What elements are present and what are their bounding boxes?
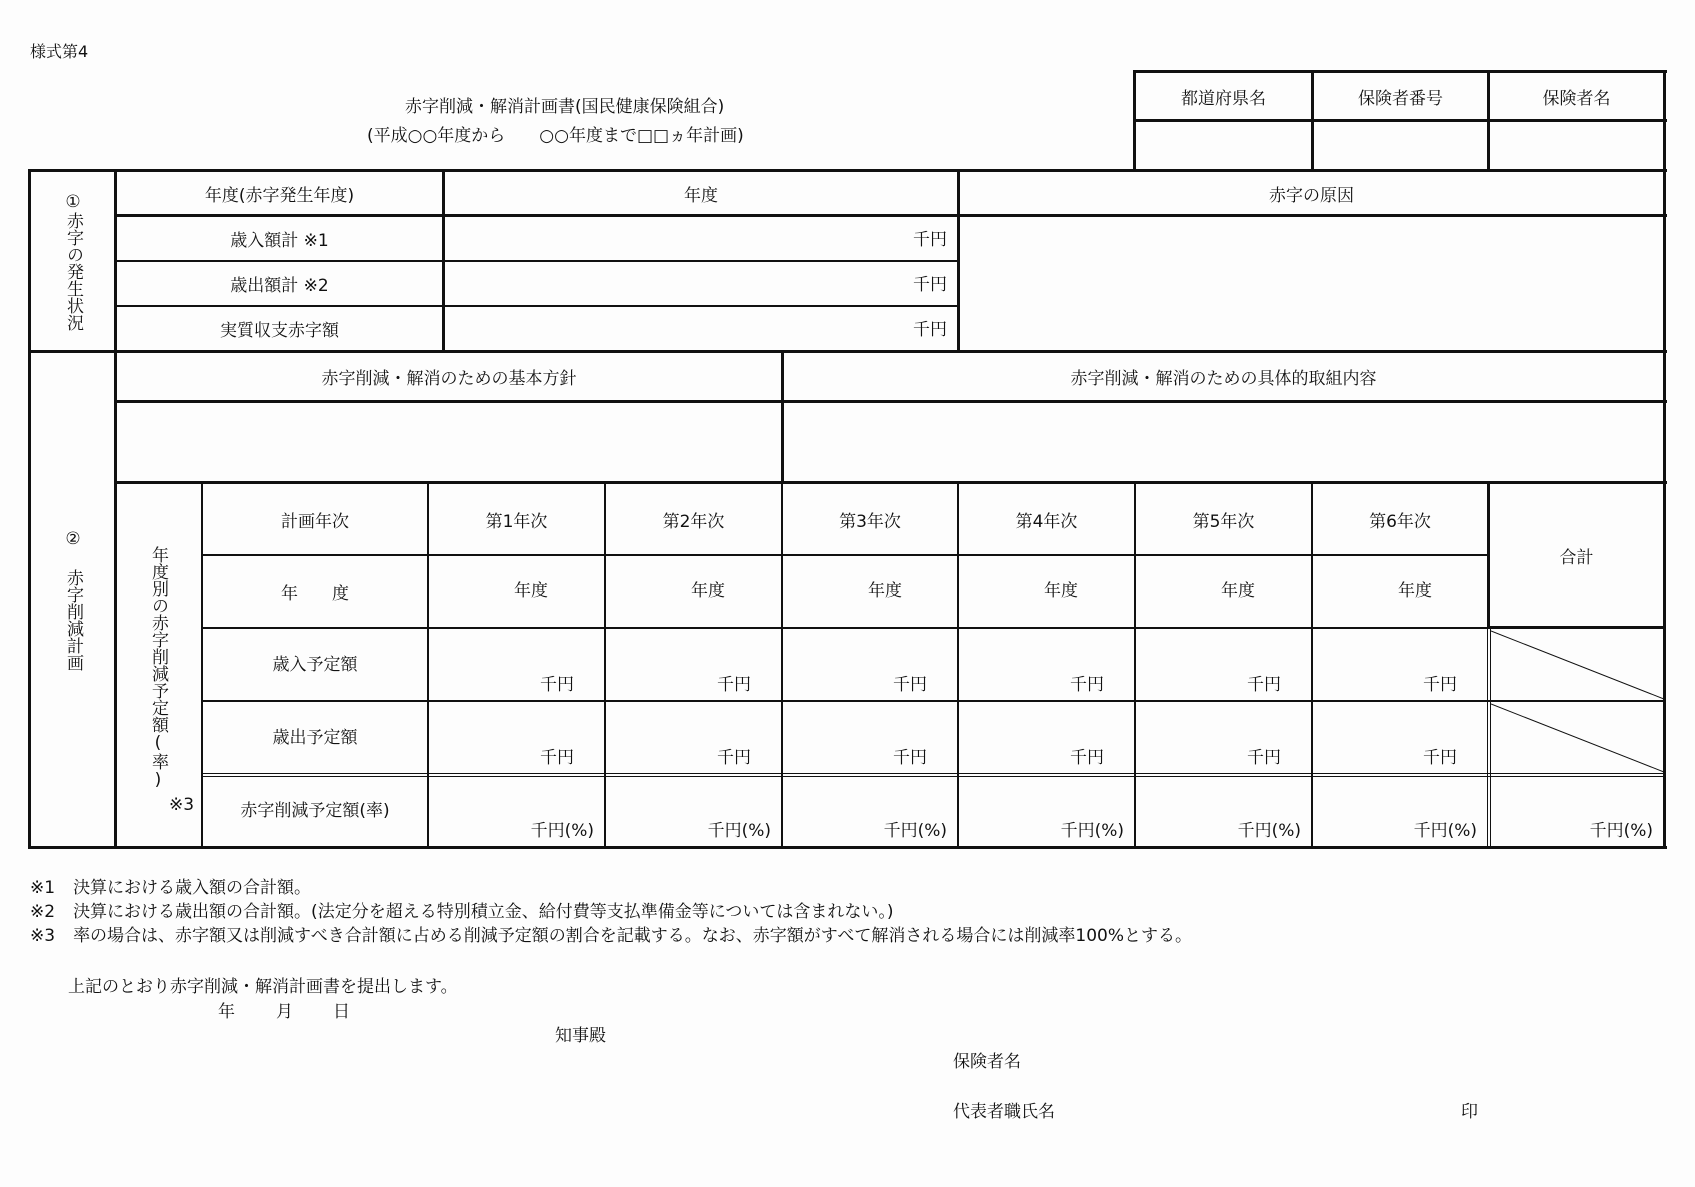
year-6-header: 第6年次 [1369, 511, 1431, 532]
year-2-header: 第2年次 [662, 511, 725, 532]
insurer-name-sign-label: 保険者名 [953, 1052, 1021, 1072]
total-header: 合計 [1559, 547, 1594, 568]
net-deficit-field[interactable] [445, 307, 957, 350]
deficit-year-field[interactable]: 年度 [684, 185, 718, 206]
year-5-header: 第5年次 [1192, 511, 1255, 532]
year-5-reduction-field[interactable] [1136, 777, 1311, 846]
year-5-revenue-field[interactable] [1136, 629, 1311, 700]
total-revenue-label: 歳入額計 ※1 [230, 231, 329, 251]
year-suffix: 年度 [1221, 581, 1255, 601]
year-3-expense-field[interactable] [783, 702, 957, 773]
year-3-reduction-field[interactable] [783, 777, 957, 846]
year-1-fiscal-year-field[interactable] [429, 556, 604, 627]
year-6-revenue-field[interactable] [1313, 629, 1487, 700]
deficit-year-label: 年度(赤字発生年度) [204, 185, 355, 206]
insurer-name-field[interactable] [1490, 122, 1663, 169]
section2-label: ② 赤字削減計画 [63, 528, 83, 671]
year-2-expense-field[interactable] [606, 702, 781, 773]
form-number: 様式第4 [30, 42, 89, 61]
planned-reduction-label: 赤字削減予定額(率) [240, 801, 390, 821]
total-reduction-field[interactable] [1492, 777, 1663, 846]
unit-label: 千円 [1070, 748, 1104, 768]
total-revenue-field[interactable] [445, 217, 957, 260]
year-1-reduction-field[interactable] [429, 777, 604, 846]
year-4-header: 第4年次 [1015, 511, 1078, 532]
diagonal-slash-revenue [1491, 629, 1664, 700]
plan-vertical-label: 年度別の赤字削減予定額(率) ※3 [148, 546, 195, 815]
net-deficit-label: 実質収支赤字額 [220, 321, 339, 341]
year-4-revenue-field[interactable] [959, 629, 1134, 700]
total-expense-field[interactable] [445, 262, 957, 305]
unit-label: 千円 [540, 748, 574, 768]
specific-measures-header: 赤字削減・解消のための具体的取組内容 [1070, 369, 1377, 389]
year-4-expense-field[interactable] [959, 702, 1134, 773]
unit-label: 千円 [717, 675, 751, 695]
note-1: ※1 決算における歳入額の合計額。 [30, 878, 312, 898]
year-6-reduction-field[interactable] [1313, 777, 1487, 846]
unit-label: 千円 [1247, 748, 1281, 768]
year-5-fiscal-year-field[interactable] [1136, 556, 1311, 627]
year-6-fiscal-year-field[interactable] [1313, 556, 1487, 627]
representative-name-label: 代表者職氏名 [953, 1102, 1055, 1122]
year-suffix: 年度 [1044, 581, 1078, 601]
total-expense-label: 歳出額計 ※2 [230, 276, 329, 296]
year-1-expense-field[interactable] [429, 702, 604, 773]
year-suffix: 年度 [1398, 581, 1432, 601]
year-2-revenue-field[interactable] [606, 629, 781, 700]
year-1-header: 第1年次 [485, 511, 548, 532]
unit-label: 千円(%) [1589, 821, 1653, 841]
specific-measures-field[interactable] [784, 403, 1663, 481]
unit-label: 千円 [1423, 675, 1457, 695]
unit-label: 千円 [1423, 748, 1457, 768]
note-3-marker: ※3 [169, 795, 195, 815]
header-prefecture-label: 都道府県名 [1181, 88, 1266, 109]
year-3-header: 第3年次 [839, 511, 901, 532]
date-day-label: 日 [333, 1002, 350, 1022]
submission-statement: 上記のとおり赤字削減・解消計画書を提出します。 [68, 977, 458, 997]
year-4-fiscal-year-field[interactable] [959, 556, 1134, 627]
unit-label: 千円(%) [1237, 821, 1301, 841]
fiscal-year-label: 年 度 [281, 584, 349, 604]
unit-label: 千円(%) [530, 821, 594, 841]
plan-period: (平成○○年度から ○○年度まで□□ヵ年計画) [367, 126, 744, 146]
deficit-cause-field[interactable] [960, 217, 1663, 350]
year-suffix: 年度 [868, 581, 902, 601]
deficit-cause-header: 赤字の原因 [1269, 185, 1354, 206]
seal-mark: 印 [1461, 1102, 1478, 1122]
year-suffix: 年度 [691, 581, 725, 601]
year-6-expense-field[interactable] [1313, 702, 1487, 773]
addressee-governor: 知事殿 [555, 1026, 606, 1046]
date-month-label: 月 [276, 1002, 293, 1022]
year-4-reduction-field[interactable] [959, 777, 1134, 846]
insurer-number-field[interactable] [1314, 122, 1487, 169]
note-2: ※2 決算における歳出額の合計額。(法定分を超える特別積立金、給付費等支払準備金等については含まれない。) [30, 902, 894, 922]
year-1-revenue-field[interactable] [429, 629, 604, 700]
unit-label: 千円 [1070, 675, 1104, 695]
note-3: ※3 率の場合は、赤字額又は削減すべき合計額に占める削減予定額の割合を記載する。なお、赤字額がすべて解消される場合には削減率100%とする。 [30, 926, 1192, 946]
unit-label: 千円 [540, 675, 574, 695]
year-3-revenue-field[interactable] [783, 629, 957, 700]
diagonal-slash-expense [1491, 702, 1664, 773]
unit-label: 千円 [913, 275, 947, 295]
unit-label: 千円 [913, 320, 947, 340]
year-suffix: 年度 [514, 581, 548, 601]
date-year-label: 年 [218, 1002, 235, 1022]
planned-expense-label: 歳出予定額 [272, 728, 358, 748]
unit-label: 千円 [717, 748, 751, 768]
planned-revenue-label: 歳入予定額 [272, 655, 358, 675]
unit-label: 千円(%) [707, 821, 771, 841]
section1-label: ①赤字の発生状況 [63, 191, 83, 331]
year-2-fiscal-year-field[interactable] [606, 556, 781, 627]
prefecture-field[interactable] [1136, 122, 1311, 169]
unit-label: 千円 [893, 675, 927, 695]
unit-label: 千円(%) [1413, 821, 1477, 841]
year-3-fiscal-year-field[interactable] [783, 556, 957, 627]
unit-label: 千円 [913, 230, 947, 250]
unit-label: 千円 [1247, 675, 1281, 695]
document-title: 赤字削減・解消計画書(国民健康保険組合) [405, 97, 725, 117]
year-2-reduction-field[interactable] [606, 777, 781, 846]
year-5-expense-field[interactable] [1136, 702, 1311, 773]
header-insurer-number-label: 保険者番号 [1358, 88, 1443, 109]
basic-policy-header: 赤字削減・解消のための基本方針 [321, 369, 577, 389]
plan-year-label: 計画年次 [281, 511, 349, 532]
unit-label: 千円(%) [1060, 821, 1124, 841]
header-insurer-name-label: 保険者名 [1542, 88, 1611, 109]
basic-policy-field[interactable] [117, 403, 781, 481]
unit-label: 千円 [893, 748, 927, 768]
unit-label: 千円(%) [883, 821, 947, 841]
